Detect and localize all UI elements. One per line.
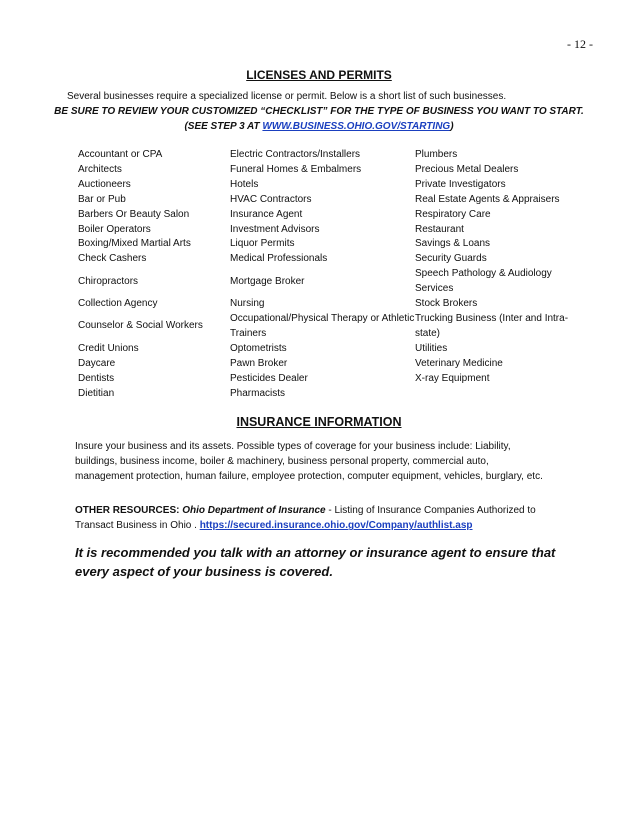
table-row xyxy=(78,387,578,402)
table-cell: Check Cashers xyxy=(78,253,147,265)
other-resources-label: OTHER RESOURCES: xyxy=(75,505,180,516)
table-row xyxy=(78,178,578,193)
table-cell: Accountant or CPA xyxy=(78,149,163,160)
table-cell: Funeral Homes & Embalmers xyxy=(230,163,362,175)
table-cell: Security Guards xyxy=(415,253,487,265)
table-cell: Speech Pathology & Audiology Services xyxy=(415,268,552,295)
table-cell: Mortgage Broker xyxy=(230,275,305,287)
table-cell: Auctioneers xyxy=(78,178,131,190)
table-row xyxy=(78,312,578,342)
table-row xyxy=(78,357,578,372)
other-resources-text: - Listing of Insurance Companies Authorized to Transact Business in Ohio . xyxy=(75,505,536,532)
table-cell: X-ray Equipment xyxy=(415,372,490,384)
table-cell: Nursing xyxy=(230,298,265,310)
licenses-intro: Several businesses require a specialized license or permit. Below is a short list of such businesses. xyxy=(67,91,507,102)
table-cell: Insurance Agent xyxy=(230,208,303,220)
insurance-authlist-link[interactable]: https://secured.insurance.ohio.gov/Company/authlist.asp xyxy=(199,520,473,532)
table-cell: Dentists xyxy=(78,372,115,384)
table-cell: Collection Agency xyxy=(78,298,158,310)
table-cell: Hotels xyxy=(230,178,259,190)
step-reference-prefix: (SEE STEP 3 AT xyxy=(184,121,263,132)
table-cell: Pawn Broker xyxy=(230,357,288,369)
table-cell: Savings & Loans xyxy=(415,238,491,250)
insurance-body: Insure your business and its assets. Possible types of coverage for your business include: Liability, buildings, business income, boiler & machinery, business personal property, commercial auto, management protection, human failure, employee protection, computer equipment, vehicles, burglary, etc. xyxy=(75,441,543,483)
table-cell: Real Estate Agents & Appraisers xyxy=(415,193,560,205)
table-cell: Credit Unions xyxy=(78,342,139,354)
insurance-title: INSURANCE INFORMATION xyxy=(236,415,402,429)
checklist-notice: BE SURE TO REVIEW YOUR CUSTOMIZED “CHECKLIST” FOR THE TYPE OF BUSINESS YOU WANT TO START. xyxy=(54,106,584,117)
table-cell: Barbers Or Beauty Salon xyxy=(78,208,190,220)
table-row xyxy=(78,252,578,267)
table-row xyxy=(78,163,578,178)
table-cell: Investment Advisors xyxy=(230,223,320,235)
ohio-dept-insurance: Ohio Department of Insurance xyxy=(182,505,326,516)
table-cell: Medical Professionals xyxy=(230,253,328,265)
business-ohio-link[interactable]: WWW.BUSINESS.OHIO.GOV/STARTING xyxy=(262,121,451,132)
table-row xyxy=(78,208,578,223)
table-cell: Boxing/Mixed Martial Arts xyxy=(78,238,191,250)
page-number: - 12 - xyxy=(567,37,593,51)
licenses-table xyxy=(78,148,578,401)
table-row xyxy=(78,372,578,387)
table-cell: Electric Contractors/Installers xyxy=(230,149,361,160)
table-cell: Occupational/Physical Therapy or Athletic Trainers xyxy=(230,312,415,339)
table-cell: Pesticides Dealer xyxy=(230,372,308,384)
table-cell: Bar or Pub xyxy=(78,193,126,205)
table-cell: Optometrists xyxy=(230,342,287,354)
table-cell: Veterinary Medicine xyxy=(415,357,503,369)
table-cell: Boiler Operators xyxy=(78,223,151,235)
table-cell: Dietitian xyxy=(78,387,115,399)
step-reference xyxy=(0,121,638,132)
table-cell: Architects xyxy=(78,163,122,175)
table-cell: Daycare xyxy=(78,357,116,369)
table-cell: Chiropractors xyxy=(78,275,139,287)
table-cell: Liquor Permits xyxy=(230,238,295,250)
step-reference-suffix: ) xyxy=(450,121,454,132)
table-row xyxy=(78,148,578,163)
other-resources xyxy=(75,503,545,533)
table-cell: Respiratory Care xyxy=(415,208,491,220)
recommendation: It is recommended you talk with an attorney or insurance agent to ensure that every aspect of your business is covered. xyxy=(75,545,556,579)
table-cell: Counselor & Social Workers xyxy=(78,320,203,332)
table-cell: Pharmacists xyxy=(230,387,286,399)
table-cell: Restaurant xyxy=(415,223,464,235)
table-cell xyxy=(415,387,578,402)
table-row xyxy=(78,342,578,357)
table-cell: HVAC Contractors xyxy=(230,193,312,205)
table-cell: Plumbers xyxy=(415,149,458,160)
table-row xyxy=(78,297,578,312)
table-cell: Utilities xyxy=(415,342,448,354)
table-cell: Private Investigators xyxy=(415,178,506,190)
table-cell: Precious Metal Dealers xyxy=(415,163,519,175)
licenses-title: LICENSES AND PERMITS xyxy=(246,68,392,82)
table-cell: Trucking Business (Inter and Intra-state) xyxy=(415,312,569,339)
table-row xyxy=(78,237,578,252)
table-row xyxy=(78,223,578,238)
table-row xyxy=(78,267,578,297)
table-cell: Stock Brokers xyxy=(415,298,478,310)
table-row xyxy=(78,193,578,208)
